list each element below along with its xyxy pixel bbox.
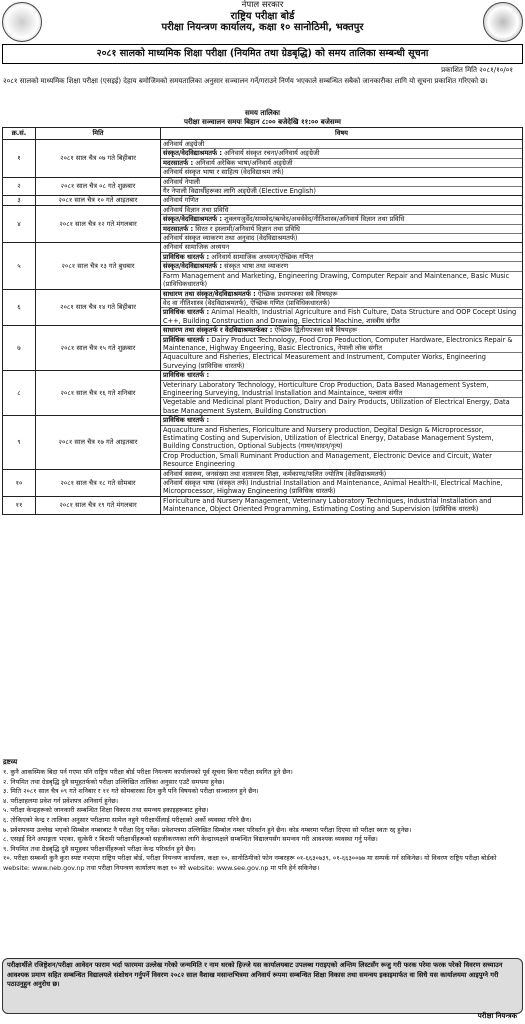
note-item: ७. प्रवेशपत्रमा उल्लेख भएको सिम्बोल नम्बरबाट नै परीक्षा दिनु पर्नेछ। प्रवेशपत्रमा उल्लिखित सिम्बोल नम्बर परिवर्तन हुने छैन। कोड नम्बरमा परीक्षा दिएमा सो परीक्षा स्वतः रद्द हुनेछ। [3, 825, 412, 834]
header-line-3: परीक्षा नियन्त्रण कार्यालय, कक्षा १० सानोठिमी, भक्तपुर [161, 22, 364, 33]
row-date: २०८१ साल चैत्र १८ गते सोमबार [36, 469, 161, 496]
row-subjects [161, 371, 523, 416]
row-serial: ३ [3, 196, 36, 205]
subject-line: मदरसातर्फ : सिरत र इस्लामी/अनिवार्य विज्ञान तथा प्रविधि [161, 225, 522, 234]
header-line-2: राष्ट्रिय परीक्षा बोर्ड [230, 11, 295, 22]
board-logo-icon [483, 2, 523, 42]
row-date: २०८१ साल चैत्र ०८ गते शुक्रबार [36, 177, 161, 196]
subject-line: अनिवार्य अङ्ग्रेजी [161, 140, 522, 149]
subject-line: अनिवार्य गणित [163, 196, 199, 205]
row-serial: १ [3, 140, 36, 178]
notice-title: २०८१ सालको माध्यमिक शिक्षा परीक्षा (नियमित तथा ग्रेडबृद्धि) को समय तालिका सम्बन्धी सूचना [2, 44, 523, 64]
table-row [3, 496, 523, 514]
table-row [3, 416, 523, 469]
table-row [3, 371, 523, 416]
header [0, 0, 525, 48]
row-date: २०८१ साल चैत्र १६ गते शनिबार [36, 371, 161, 416]
table-row [3, 469, 523, 496]
subject-line: अनिवार्य विज्ञान तथा प्रविधि [161, 206, 522, 215]
table-row [3, 140, 523, 178]
subject-line: अनिवार्य संस्कृत भाषा र साहित्य (वेदविद्याश्रम तर्फ) [163, 168, 284, 177]
note-item: ४. परीक्षाहलमा प्रवेश गर्न प्रवेशपत्र अनिवार्य हुनेछ। [3, 796, 119, 805]
row-subjects [161, 326, 523, 371]
subject-line: संस्कृत/वेदविद्याश्रमतर्फ : शुक्लयजुर्वेद/सामवेद/ऋग्वेद/अथर्ववेद/नीतिशास्त्र/अनिवार्य विज्ञान तथा प्रविधि [161, 215, 522, 224]
table-row [3, 177, 523, 196]
row-date: २०८१ साल चैत्र १५ गते शुक्रबार [36, 326, 161, 371]
subject-line: प्राविधिक धारतर्फ : Dairy Product Technology, Food Crop Peoduction, Computer Hardware, Electronics Repair & Maintenance, Highway Engeering, Basic Electronics, नेपाली लोक संगीत [161, 336, 522, 354]
notes-list [3, 768, 521, 874]
subject-line: Crop Production, Small Ruminant Production and Management, Electronic Device and Circuit, Water Resource Engineering [163, 451, 492, 469]
row-subjects [161, 243, 523, 289]
subject-line: Floriculture and Nursery Management, Veterinary Laboratory Techniques, Industrial Installation and Maintenance, Object Oriented Programming, Estimating Costing and Supervision (प्राविधिक धारतर्फ) [163, 496, 492, 514]
row-serial: ४ [3, 205, 36, 243]
row-serial: ११ [3, 496, 36, 514]
row-subjects [161, 205, 523, 243]
row-date: २०८१ साल चैत्र १२ गते मंगलबार [36, 205, 161, 243]
row-serial: ५ [3, 243, 36, 289]
row-subjects [161, 177, 523, 196]
table-row [3, 205, 523, 243]
row-date: २०८१ साल चैत्र १७ गते आइतबार [36, 416, 161, 469]
subject-line: प्राविधिक धारतर्फ : [161, 416, 522, 425]
note-item: १. कुनै आकस्मिक बिदा पर्न गएमा पनि राष्ट्रिय परीक्षा बोर्ड परीक्षा नियन्त्रण कार्यालयको पूर्व सूचना बिना परीक्षा स्थगित हुने छैन। [3, 768, 293, 776]
row-serial: २ [3, 177, 36, 196]
row-date: २०८१ साल चैत्र ०७ गते बिहीबार [36, 140, 161, 178]
table-row [3, 326, 523, 371]
row-subjects [161, 289, 523, 326]
row-subjects [161, 140, 523, 178]
subject-line: प्राविधिक धारतर्फ : अनिवार्य सामाजिक अध्ययन/ऐच्छिक गणित [161, 253, 522, 262]
row-subjects [161, 416, 523, 469]
row-serial: ७ [3, 326, 36, 371]
row-date: २०८१ साल चैत्र १० गते आइतबार [36, 196, 161, 205]
subject-line: संस्कृत/वेदविद्याश्रमतर्फ : अनिवार्य संस्कृत रचना/अनिवार्य अङ्ग्रेजी [161, 149, 522, 158]
subject-line: वेद वा नीतिशास्त्र (वेदविद्याश्रमतर्फ), ऐच्छिक गणित (प्राविधिकधारतर्फ) [161, 299, 522, 308]
subject-line: अनिवार्य संस्कृत व्याकरण तथा अनुवाद (वेदविद्याश्रमतर्फ) [163, 234, 298, 243]
subject-line: अनिवार्य सामाजिक अध्ययन [161, 243, 522, 252]
subject-line: Aquaculture and Fisheries, Electrical Measurement and Instrument, Computer Works, Engineering Surveying (प्राविधिक धारतर्फ) [163, 353, 486, 370]
subject-line: साधारण तथा संस्कृतर्फ र वेदविद्याश्रमतर्फका : ऐच्छिक द्वितीयपत्रका सबै विषयहरू [161, 326, 522, 335]
row-serial: ६ [3, 289, 36, 326]
subject-line: अनिवार्य संस्कृत भाषा (संस्कृत तर्फ) Industrial Installation and Maintenance, Animal Health-II, Electrical Machine, Microprocessor, Highway Engineering (प्राविधिक धारतर्फ) [163, 479, 503, 496]
subject-line: अनिवार्य स्वास्थ्य, जनसंख्या तथा वातावरण शिक्षा, कर्मकाण्ड/फलित ज्योतिष (वेदविद्याश्रमतर्फ) [161, 470, 522, 479]
subject-line: संस्कृत/वेदविद्याश्रमतर्फ : संस्कृत भाषा तथा व्याकरण [161, 262, 522, 271]
table-header-row [3, 128, 523, 140]
subject-line: Vegetable and Medicinal plant Production, Dairy and Dairy Products, Utilization of Electrical Energy, Data base Management System, Building Construction [163, 398, 510, 415]
important-notice-box: परीक्षार्थीले रजिष्ट्रेशन/परीक्षा आवेदन फाराम भर्दा फारममा उल्लेख गरेको जन्ममिति र नाम थरको हिज्जे यस कार्यालयबाट उपलब्ध गराइएको अन्तिम लिस्टसँग रूजु गरी फरक परेमा फरक परेको विवरण सच्याउन आवश्यक प्रमाण सहित सम्बन्धित विद्यालयले संशोधन गर्नुपर्ने विवरण २०८२ साल वैशाख मसान्तभित्रमा अनिवार्य रूपमा सम्बन्धित शिक्षा विकास तथा समन्वय इकाइमार्फत वा सिधै यस कार्यालयमा आइपुग्ने गरी पठाउनुहुन अनुरोध छ। [2, 958, 523, 1014]
subject-line: Farm Management and Marketing, Engineering Drawing, Computer Repair and Maintenance, Basic Music (प्राविधिकधारतर्फ) [163, 271, 510, 289]
signature: परीक्षा नियन्त्रक [477, 1012, 517, 1020]
subject-line: मदरसातर्फ : अनिवार्य अरेबिक भाषा/अनिवार्य अङ्ग्रेजी [161, 159, 522, 168]
header-subject: विषय [161, 128, 523, 140]
header-date: मिति [36, 128, 161, 140]
note-item: १०. परीक्षा सम्बन्धी कुनै कुरा स्पष्ट नभएमा राष्ट्रिय परीक्षा बोर्ड, परीक्षा नियन्त्रण कार्यालय, कक्षा १०, सानोठिमीको फोन नम्बरहरू ०१-६६३०७३९, ०१-६६३००७७ मा सम्पर्क गर्न सकिनेछ। यो विवरण राष्ट्रिय परीक्षा बोर्डको website: www.neb.gov.np तथा परीक्षा नियन्त्रण कार्यालय कक्षा १० को website: www.see.gov.np मा पनि हेर्न सकिनेछ। [3, 854, 497, 872]
subject-line: प्राविधिक धारतर्फ : Animal Health, Industrial Agriculture and Fish Culture, Data Structure and OOP Cocept Using C++, Building Construction and Drawing, Electrical Machine, शास्त्रीय संगीत [163, 308, 517, 325]
row-date: २०८१ साल चैत्र १९ गते मंगलबार [36, 496, 161, 514]
note-item: ३. मिति २०८१ साल चैत्र ०९ गते शनिबार र ११ गते सोमबारका दिन कुनै पनि विषयको परीक्षा सञ्चालन हुने छैन। [3, 787, 259, 796]
schedule-title: समय तालिका [245, 109, 280, 117]
row-serial: ८ [3, 371, 36, 416]
row-date: २०८१ साल चैत्र १३ गते बुधबार [36, 243, 161, 289]
note-item: ८. एसइई दिने अपाङ्गता भएका, सुत्केरी र बिरामी परीक्षार्थीहरूको सहजीकरणका लागि केन्द्राध्यक्षले सम्बन्धित विद्यालयसँग समन्वय गरी आवश्यक व्यवस्था गर्नु पर्नेछ। [3, 835, 378, 844]
schedule-table [2, 127, 523, 515]
table-row [3, 289, 523, 326]
note-item: ६. तोकिएको केन्द्र र तालिका अनुसार परीक्षामा सामेल नहुने परीक्षार्थीलाई परीक्षाको अर्को व्यवस्था गरिने छैन। [3, 815, 252, 824]
published-date: प्रकाशित मिति २०८१/१०/०१ [441, 66, 513, 74]
header-serial: क्र.सं. [3, 128, 36, 140]
row-subjects [161, 496, 523, 514]
subject-line: साधारण तथा संस्कृत/वेदविद्याश्रमतर्फ : ऐच्छिक प्रथमपत्रका सबै विषयहरू [161, 290, 522, 299]
subject-line: Aquaculture and Fisheries, Floriculture and Nursery production, Degital Design & Microprocessor, Estimating Costing and Supervision, Utilization of Electrical Energy, Database Management System, Building Construction, Optional Subjects (गायन/वादन/नृत्य) [161, 426, 522, 452]
header-line-1: नेपाल सरकार [241, 0, 284, 10]
note-item: २. नियमित तथा ग्रेडबृद्धि दुवै समूहतर्फको परीक्षा उल्लिखित तालिका अनुसार एउटै समयमा हुनेछ। [3, 777, 225, 786]
row-serial: १० [3, 469, 36, 496]
note-item: ९. नियमित तथा ग्रेडबृद्धि दुवै समूहका परीक्षार्थीहरूको परीक्षा केन्द्र परिवर्तन हुने छैन। [3, 844, 196, 853]
subject-line: गैर नेपाली विद्यार्थीहरूका लागि अङ्ग्रेजी (Elective English) [163, 187, 316, 196]
note-item: ५. परीक्षा केन्द्रहरूको जानकारी सम्बन्धित शिक्षा विकास तथा समन्वय इकाइहरूबाट हुनेछ। [3, 806, 209, 815]
table-row [3, 243, 523, 289]
row-date: २०८१ साल चैत्र १४ गते बिहीबार [36, 289, 161, 326]
intro-paragraph: २०८१ सालको माध्यमिक शिक्षा परीक्षा (एसइई) देहाय बमोजिमको समयतालिका अनुसार सञ्चालन गर्ने/गराउने निर्णय भएकाले सम्बन्धित सबैको जानकारीका लागि यो सूचना प्रकाशित गरिएको छ। [3, 77, 488, 85]
schedule-time: परीक्षा सञ्चालन समयः बिहान ८:०० बजेदेखि ११:०० बजेसम्म [184, 118, 341, 126]
row-serial: ९ [3, 416, 36, 469]
table-row [3, 196, 523, 205]
subject-line: प्राविधिक धारतर्फ : [161, 371, 522, 380]
subject-line: अनिवार्य नेपाली [161, 178, 522, 187]
subject-line: Veterinary Laboratory Technology, Horticulture Crop Production, Data Based Management System, Engineering Surveying, Industrial Installation and Maintaince, पश्चात्य संगीत [161, 381, 522, 399]
row-subjects [161, 196, 523, 205]
notes-heading: द्रष्टव्य [3, 758, 18, 766]
nepal-emblem-icon [2, 2, 42, 42]
row-subjects [161, 469, 523, 496]
